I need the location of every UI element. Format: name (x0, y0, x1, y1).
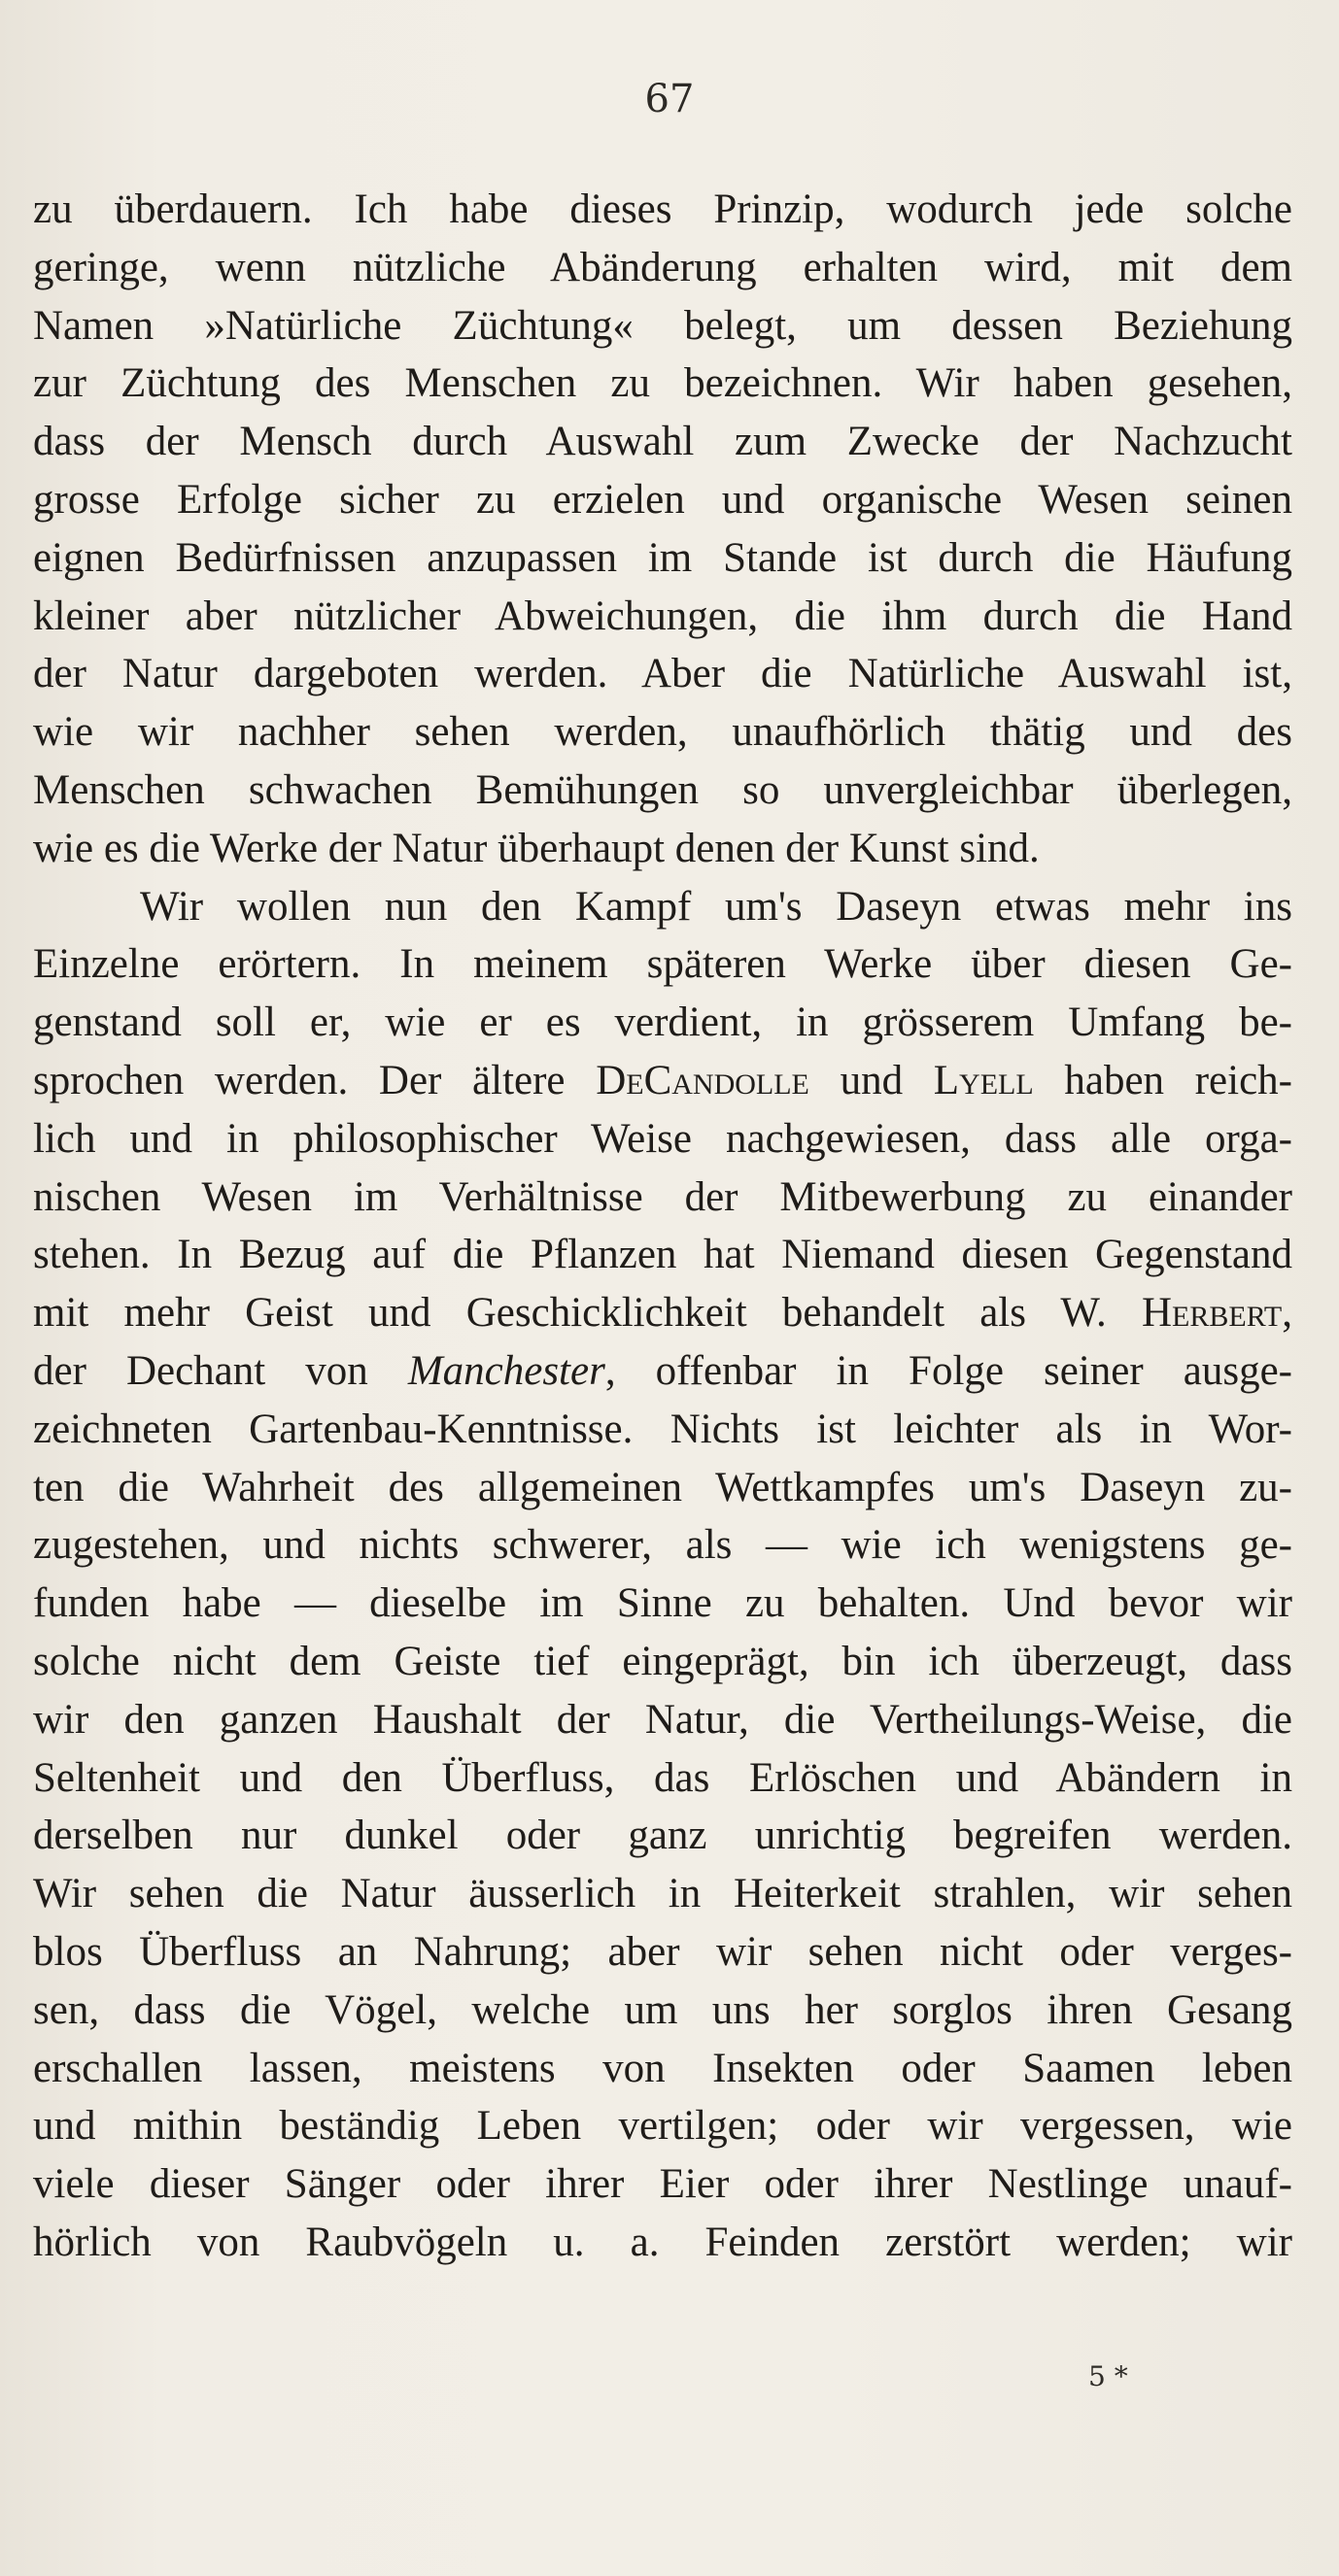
text-line: funden habe — dieselbe im Sinne zu behalten. Und bevor wir (33, 1580, 1292, 1627)
text-line (33, 1052, 1292, 1110)
text-line: wir den ganzen Haushalt der Natur, die Vertheilungs-Weise, die (33, 1696, 1292, 1743)
text-segment: der Dechant von (33, 1347, 408, 1394)
text-line: kleiner aber nützlicher Abweichungen, die ihm durch die Hand (33, 593, 1292, 639)
text-line: der Natur dargeboten werden. Aber die Natürliche Auswahl ist, (33, 651, 1292, 697)
text-line: zugestehen, und nichts schwerer, als — wie ich wenigstens ge- (33, 1522, 1292, 1569)
text-line: sen, dass die Vögel, welche um uns her sorglos ihren Gesang (33, 1986, 1292, 2033)
text-line: wie es die Werke der Natur überhaupt denen der Kunst sind. (33, 825, 1040, 871)
text-line: hörlich von Raubvögeln u. a. Feinden zerstört werden; wir (33, 2219, 1292, 2265)
place-name-manchester: Manchester (407, 1347, 605, 1394)
text-line: stehen. In Bezug auf die Pflanzen hat Niemand diesen Gegenstand (33, 1232, 1292, 1278)
page-number: 67 (644, 77, 695, 121)
text-line: zur Züchtung des Menschen zu bezeichnen. Wir haben gesehen, (33, 360, 1292, 407)
text-line: eignen Bedürfnissen anzupassen im Stande ist durch die Häufung (33, 534, 1292, 581)
text-segment: , offenbar in Folge seiner ausge- (604, 1347, 1292, 1394)
text-line: nischen Wesen im Verhältnisse der Mitbewerbung zu einander (33, 1173, 1292, 1220)
text-segment: mit mehr Geist und Geschicklichkeit behandelt als W. (33, 1290, 1142, 1337)
text-line: zeichneten Gartenbau-Kenntnisse. Nichts ist leichter als in Wor- (33, 1406, 1292, 1452)
text-line: lich und in philosophischer Weise nachgewiesen, dass alle orga- (33, 1115, 1292, 1162)
text-line: zu überdauern. Ich habe dieses Prinzip, wodurch jede solche (33, 186, 1292, 232)
text-line: Einzelne erörtern. In meinem späteren Werke über diesen Ge- (33, 941, 1292, 988)
text-line: derselben nur dunkel oder ganz unrichtig begreifen werden. (33, 1813, 1292, 1859)
text-line: blos Überfluss an Nahrung; aber wir sehen nicht oder verges- (33, 1928, 1292, 1975)
text-line: genstand soll er, wie er es verdient, in grösserem Umfang be- (33, 1000, 1292, 1046)
signature-mark: 5 * (1088, 2360, 1128, 2392)
author-name-decandolle: DeCandolle (596, 1057, 809, 1103)
text-line: erschallen lassen, meistens von Insekten oder Saamen leben (33, 2045, 1292, 2091)
text-line: solche nicht dem Geiste tief eingeprägt, bin ich überzeugt, dass (33, 1638, 1292, 1684)
text-segment: haben reich- (1033, 1057, 1292, 1103)
author-name-lyell: Lyell (933, 1057, 1034, 1103)
text-line: Wir sehen die Natur äusserlich in Heiterkeit strahlen, wir sehen (33, 1871, 1292, 1917)
body-text (33, 181, 1292, 2272)
text-line: Menschen schwachen Bemühungen so unvergleichbar überlegen, (33, 766, 1292, 813)
text-line (33, 1284, 1292, 1342)
text-line: wie wir nachher sehen werden, unaufhörlich thätig und des (33, 709, 1292, 756)
text-line: geringe, wenn nützliche Abänderung erhalten wird, mit dem (33, 244, 1292, 290)
text-segment: und (808, 1057, 934, 1103)
text-line: ten die Wahrheit des allgemeinen Wettkampfes um's Daseyn zu- (33, 1464, 1292, 1510)
text-line: grosse Erfolge sicher zu erzielen und organische Wesen seinen (33, 476, 1292, 523)
text-line: dass der Mensch durch Auswahl zum Zwecke der Nachzucht (33, 419, 1292, 465)
text-line: und mithin beständig Leben vertilgen; oder wir vergessen, wie (33, 2103, 1292, 2150)
author-name-herbert: Herbert (1141, 1290, 1283, 1337)
text-line: Wir wollen nun den Kampf um's Daseyn etwas mehr ins (140, 883, 1292, 930)
text-line: Namen »Natürliche Züchtung« belegt, um dessen Beziehung (33, 302, 1292, 349)
text-line (33, 1342, 1292, 1401)
text-line: viele dieser Sänger oder ihrer Eier oder ihrer Nestlinge unauf- (33, 2161, 1292, 2208)
text-segment: , (1282, 1290, 1292, 1337)
text-line: Seltenheit und den Überfluss, das Erlöschen und Abändern in (33, 1754, 1292, 1801)
text-segment: sprochen werden. Der ältere (33, 1057, 597, 1103)
